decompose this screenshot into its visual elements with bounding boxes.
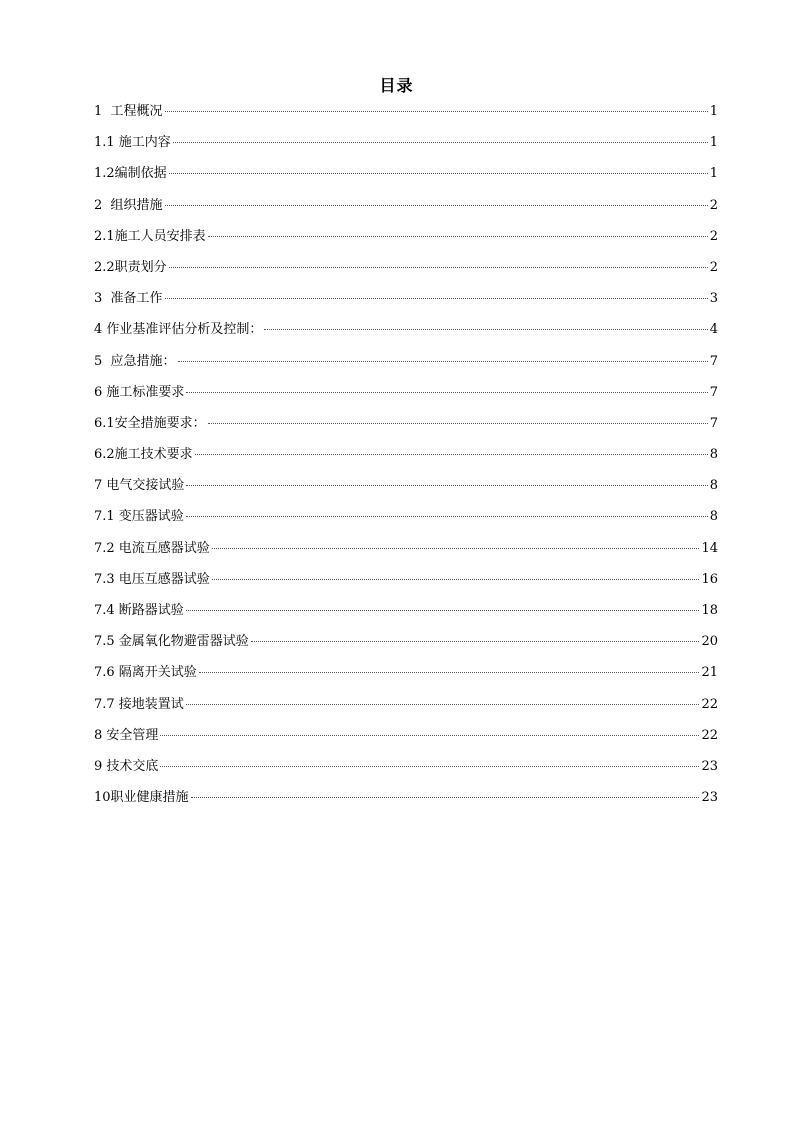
toc-entry-page-number: 4 xyxy=(709,322,718,338)
toc-entry[interactable] xyxy=(94,445,718,476)
toc-entry[interactable] xyxy=(94,788,718,819)
toc-entry-label: 7.2 电流互感器试验 xyxy=(94,540,210,556)
toc-entry[interactable] xyxy=(94,164,718,195)
toc-entry-page-number: 21 xyxy=(701,665,718,681)
toc-entry-label: 7.7 接地装置试 xyxy=(94,696,184,712)
toc-entry-page-number: 20 xyxy=(701,634,718,650)
toc-entry-label: 10职业健康措施 xyxy=(94,790,189,806)
toc-entry-page-number: 23 xyxy=(701,790,718,806)
toc-entry-page-number: 8 xyxy=(709,509,718,525)
toc-entry-label: 7.1 变压器试验 xyxy=(94,509,184,525)
toc-entry-label: 1 工程概况 xyxy=(94,104,163,119)
toc-entry[interactable] xyxy=(94,414,718,445)
toc-dot-leader xyxy=(264,329,707,330)
toc-entry-label: 5 应急措施： xyxy=(94,353,176,369)
toc-entry-label: 6.2施工技术要求 xyxy=(94,447,193,463)
toc-title: 目录 xyxy=(379,76,414,95)
toc-entry-label: 2.2职责划分 xyxy=(94,259,167,275)
toc-entry-label: 8 安全管理 xyxy=(94,727,159,743)
toc-entry[interactable] xyxy=(94,320,718,351)
toc-dot-leader xyxy=(212,579,700,580)
toc-entry-label: 7 电气交接试验 xyxy=(94,478,185,494)
toc-dot-leader xyxy=(169,173,708,174)
toc-dot-leader xyxy=(178,361,708,362)
toc-dot-leader xyxy=(195,454,708,455)
toc-entry-page-number: 1 xyxy=(709,135,718,151)
toc-entry-page-number: 8 xyxy=(709,478,718,494)
toc-dot-leader xyxy=(186,485,707,486)
toc-entry[interactable] xyxy=(94,352,718,383)
toc-entry-page-number: 8 xyxy=(709,447,718,463)
toc-entry-label: 4 作业基准评估分析及控制： xyxy=(94,322,263,338)
toc-dot-leader xyxy=(169,267,708,268)
toc-entry[interactable] xyxy=(94,227,718,258)
toc-entry[interactable] xyxy=(94,196,718,227)
toc-dot-leader xyxy=(186,610,700,611)
toc-entry[interactable] xyxy=(94,507,718,538)
toc-dot-leader xyxy=(165,205,708,206)
toc-entry[interactable] xyxy=(94,726,718,757)
toc-entry-label: 3 准备工作 xyxy=(94,291,163,307)
toc-entry-page-number: 1 xyxy=(709,104,718,119)
toc-dot-leader xyxy=(251,641,700,642)
toc-entry-page-number: 22 xyxy=(701,696,718,712)
toc-dot-leader xyxy=(208,236,708,237)
toc-entry-label: 6 施工标准要求 xyxy=(94,384,185,400)
toc-entry[interactable] xyxy=(94,102,718,133)
toc-entry[interactable] xyxy=(94,695,718,726)
toc-dot-leader xyxy=(186,392,707,393)
toc-entry-page-number: 22 xyxy=(701,727,718,743)
toc-dot-leader xyxy=(199,672,700,673)
toc-entry-label: 1.2编制依据 xyxy=(94,166,167,182)
toc-entry-page-number: 2 xyxy=(709,259,718,275)
toc-entry[interactable] xyxy=(94,476,718,507)
toc-entry-page-number: 7 xyxy=(709,353,718,369)
toc-dot-leader xyxy=(160,766,699,767)
toc-list xyxy=(94,102,718,819)
toc-entry-page-number: 16 xyxy=(701,571,718,587)
toc-dot-leader xyxy=(173,142,708,143)
toc-entry[interactable] xyxy=(94,663,718,694)
toc-entry[interactable] xyxy=(94,289,718,320)
toc-entry-page-number: 7 xyxy=(709,415,718,431)
toc-dot-leader xyxy=(165,298,708,299)
toc-entry-label: 6.1安全措施要求： xyxy=(94,415,206,431)
toc-entry-page-number: 18 xyxy=(701,603,718,618)
toc-entry[interactable] xyxy=(94,258,718,289)
toc-entry-label: 1.1 施工内容 xyxy=(94,135,171,151)
toc-entry-page-number: 23 xyxy=(701,758,718,774)
toc-entry[interactable] xyxy=(94,383,718,414)
toc-dot-leader xyxy=(208,423,708,424)
toc-entry-label: 7.4 断路器试验 xyxy=(94,603,184,618)
toc-dot-leader xyxy=(191,797,700,798)
toc-dot-leader xyxy=(165,111,708,112)
toc-entry[interactable] xyxy=(94,539,718,570)
toc-entry-label: 7.3 电压互感器试验 xyxy=(94,571,210,587)
toc-entry-label: 2.1施工人员安排表 xyxy=(94,228,206,244)
toc-entry[interactable] xyxy=(94,632,718,663)
toc-dot-leader xyxy=(186,704,700,705)
toc-entry-label: 7.5 金属氧化物避雷器试验 xyxy=(94,634,249,650)
toc-entry-page-number: 7 xyxy=(709,384,718,400)
toc-dot-leader xyxy=(212,548,700,549)
toc-entry-page-number: 2 xyxy=(709,197,718,213)
toc-entry-label: 2 组织措施 xyxy=(94,197,163,213)
toc-entry-label: 9 技术交底 xyxy=(94,758,159,774)
toc-entry-label: 7.6 隔离开关试验 xyxy=(94,665,197,681)
toc-entry-page-number: 3 xyxy=(709,291,718,307)
toc-entry-page-number: 2 xyxy=(709,228,718,244)
toc-entry[interactable] xyxy=(94,757,718,788)
toc-entry[interactable] xyxy=(94,601,718,632)
toc-dot-leader xyxy=(186,516,708,517)
toc-entry[interactable] xyxy=(94,570,718,601)
toc-dot-leader xyxy=(160,735,699,736)
toc-entry-page-number: 14 xyxy=(701,540,718,556)
toc-entry[interactable] xyxy=(94,133,718,164)
toc-entry-page-number: 1 xyxy=(709,166,718,182)
